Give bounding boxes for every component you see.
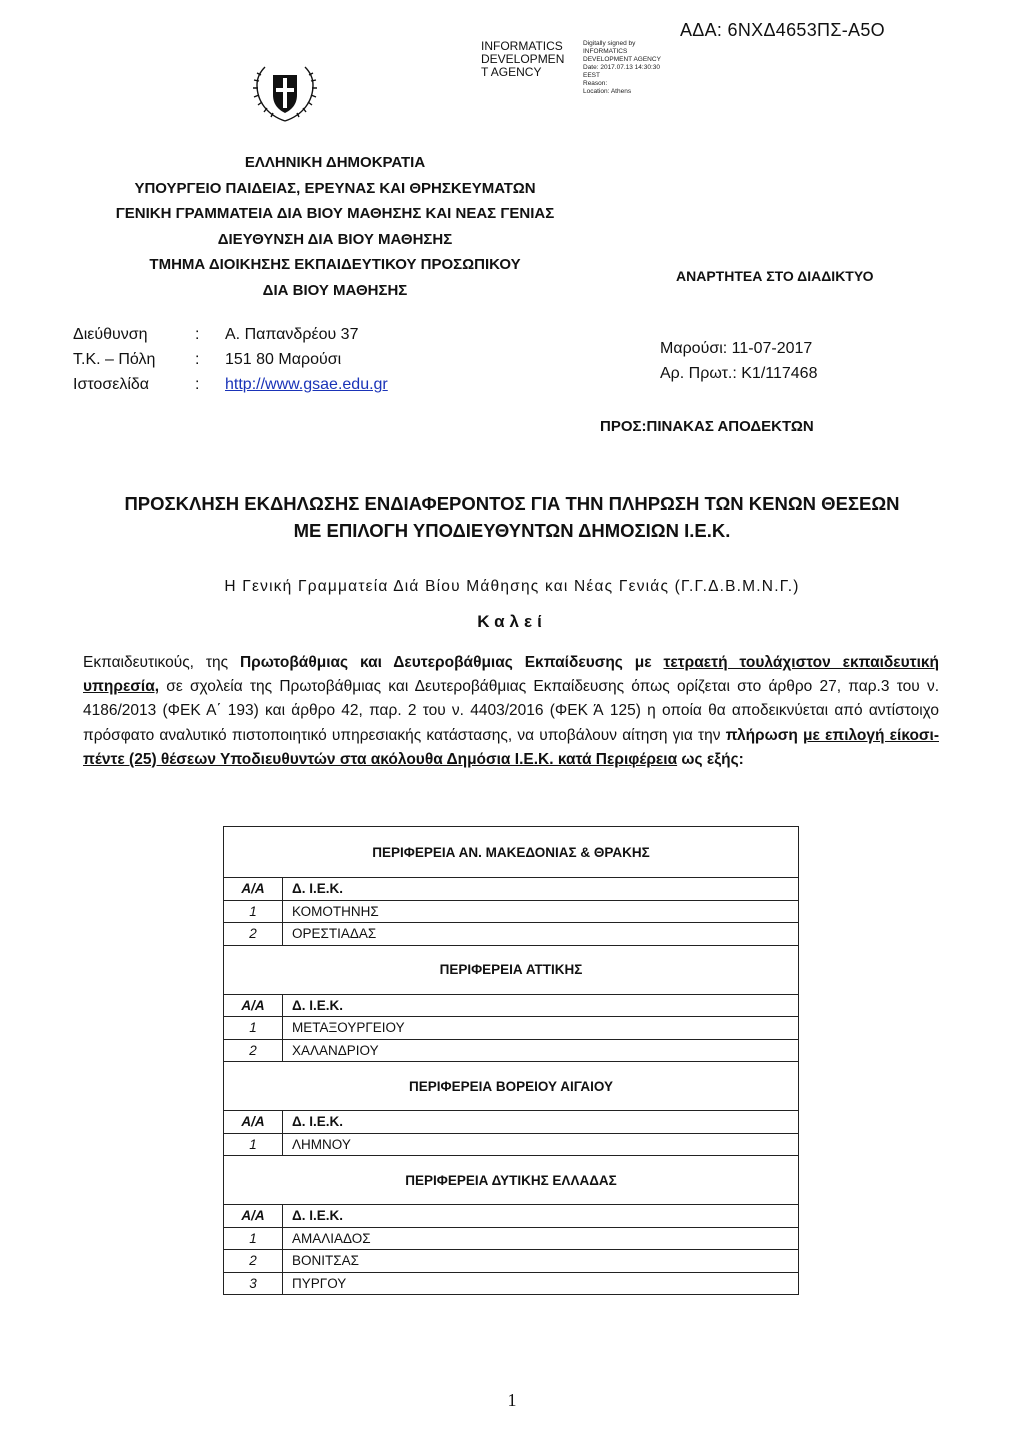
title-line-1: ΠΡΟΣΚΛΗΣΗ ΕΚΔΗΛΩΣΗΣ ΕΝΔΙΑΦΕΡΟΝΤΟΣ ΓΙΑ ΤΗΝ ΠΛΗΡΩΣΗ ΤΩΝ ΚΕΝΩΝ ΘΕΣΕΩΝ (124, 493, 900, 514)
signature-detail-line: DEVELOPMENT AGENCY (583, 56, 661, 63)
page-number: 1 (507, 1390, 517, 1410)
positions-table (223, 826, 799, 1295)
table-header-row (224, 878, 799, 901)
body-bold-underlined-segment: τετραετή τουλάχιστον εκπαιδευτική υπηρεσία, (83, 654, 940, 696)
row-name: ΑΜΑΛΙΑΔΟΣ (283, 1227, 799, 1250)
body-bold-segment: ως εξής: (677, 750, 744, 768)
region-name: ΠΕΡΙΦΕΡΕΙΑ ΑΤΤΙΚΗΣ (224, 945, 799, 994)
issuing-authority (70, 150, 600, 304)
invites-heading: Καλεί (477, 612, 547, 631)
address-block (73, 322, 388, 397)
city-value: 151 80 Μαρούσι (225, 351, 342, 368)
title-line-2: ΜΕ ΕΠΙΛΟΓΗ ΥΠΟΔΙΕΥΘΥΝΤΩΝ ΔΗΜΟΣΙΩΝ Ι.Ε.Κ. (293, 520, 731, 541)
region-name: ΠΕΡΙΦΕΡΕΙΑ ΒΟΡΕΙΟΥ ΑΙΓΑΙΟΥ (224, 1062, 799, 1111)
street-label: Διεύθυνση (73, 326, 148, 343)
colon: : (195, 351, 200, 368)
signature-agency-line: INFORMATICS (481, 39, 563, 53)
city-label: Τ.Κ. – Πόλη (73, 351, 156, 368)
signature-agency-line: T AGENCY (481, 65, 542, 79)
table-row (224, 923, 799, 946)
body-paragraph (83, 651, 939, 772)
body-bold-underlined-segment: με επιλογή είκοσι- πέντε (25) θέσεων Υποδιευθυντών στα ακόλουθα Δημόσια Ι.Ε.Κ. κατά Περιφέρεια (83, 726, 939, 768)
website-label: Ιστοσελίδα (73, 376, 150, 393)
row-name: ΚΟΜΟΤΗΝΗΣ (283, 900, 799, 923)
authority-line: ΕΛΛΗΝΙΚΗ ΔΗΜΟΚΡΑΤΙΑ (244, 154, 426, 171)
greek-coat-of-arms-icon (249, 55, 321, 127)
row-name: ΧΑΛΑΝΔΡΙΟΥ (283, 1039, 799, 1062)
date-protocol-block (660, 336, 817, 386)
table-row (224, 1039, 799, 1062)
body-text-segment: σε σχολεία της Πρωτοβάθμιας και Δευτεροβάθμιας Εκπαίδευσης όπως ορίζεται στο άρθρο 27, παρ.3 του ν. 4186/2013 (ΦΕΚ Α΄ 193) και άρθρο 42, παρ. 2 του ν. 4403/2016 (ΦΕΚ Ά 125) η οποία θα αποδεικνύεται από αντίστοιχο πρόσφατο αναλυτικό πιστοποιητικό υπηρεσιακής κατάστασης, να υποβάλουν αίτηση για την (83, 678, 939, 744)
table-header-row (224, 994, 799, 1017)
website-link[interactable]: http://www.gsae.edu.gr (225, 376, 388, 393)
table-row (224, 1017, 799, 1040)
body-bold-segment: Πρωτοβάθμιας και Δευτεροβάθμιας Εκπαίδευσης με (239, 654, 652, 671)
authority-line: ΔΙΕΥΘΥΝΣΗ ΔΙΑ ΒΙΟΥ ΜΑΘΗΣΗΣ (217, 230, 453, 248)
table-row (224, 1250, 799, 1273)
region-row (224, 827, 799, 878)
signature-agency-line: DEVELOPMEN (481, 52, 565, 66)
row-name: ΜΕΤΑΞΟΥΡΓΕΙΟΥ (283, 1017, 799, 1040)
table-row (224, 1272, 799, 1295)
document-date: Μαρούσι: 11-07-2017 (660, 340, 813, 357)
row-num: 1 (224, 1227, 283, 1250)
table-header-row (224, 1205, 799, 1228)
table-row (224, 1133, 799, 1156)
table-row (224, 900, 799, 923)
row-num: 2 (224, 923, 283, 946)
posting-note: ΑΝΑΡΤΗΤΕΑ ΣΤΟ ΔΙΑΔΙΚΤΥΟ (676, 268, 874, 284)
document-title (60, 490, 964, 544)
row-num: 2 (224, 1039, 283, 1062)
signature-detail-line: Location: Athens (583, 88, 632, 95)
table-row (224, 1227, 799, 1250)
signature-detail-line: Date: 2017.07.13 14:30:30 (583, 64, 660, 71)
region-row (224, 1062, 799, 1111)
authority-line: ΔΙΑ ΒΙΟΥ ΜΑΘΗΣΗΣ (262, 281, 408, 299)
row-name: ΠΥΡΓΟΥ (283, 1272, 799, 1295)
col-num-header: Α/Α (224, 1111, 283, 1134)
street-value: Α. Παπανδρέου 37 (225, 326, 359, 343)
signature-detail-line: EEST (583, 72, 600, 79)
signature-agency (481, 40, 581, 79)
region-row (224, 945, 799, 994)
signature-detail-line: Digitally signed by (583, 40, 636, 47)
row-num: 2 (224, 1250, 283, 1273)
row-num: 1 (224, 1017, 283, 1040)
col-num-header: Α/Α (224, 878, 283, 901)
col-name-header: Δ. Ι.Ε.Κ. (283, 1111, 799, 1134)
authority-line: ΥΠΟΥΡΓΕΙΟ ΠΑΙΔΕΙΑΣ, ΕΡΕΥΝΑΣ ΚΑΙ ΘΡΗΣΚΕΥΜΑΤΩΝ (134, 179, 536, 197)
row-name: ΛΗΜΝΟΥ (283, 1133, 799, 1156)
region-name: ΠΕΡΙΦΕΡΕΙΑ ΔΥΤΙΚΗΣ ΕΛΛΑΔΑΣ (224, 1156, 799, 1205)
region-row (224, 1156, 799, 1205)
row-num: 3 (224, 1272, 283, 1295)
ada-code: ΑΔΑ: 6ΝΧΔ4653ΠΣ-Α5Ο (680, 20, 885, 40)
table-header-row (224, 1111, 799, 1134)
col-name-header: Δ. Ι.Ε.Κ. (283, 1205, 799, 1228)
signature-details (583, 40, 661, 96)
authority-line: ΓΕΝΙΚΗ ΓΡΑΜΜΑΤΕΙΑ ΔΙΑ ΒΙΟΥ ΜΑΘΗΣΗΣ ΚΑΙ ΝΕΑΣ ΓΕΝΙΑΣ (115, 205, 555, 223)
colon: : (195, 326, 200, 343)
row-num: 1 (224, 1133, 283, 1156)
row-name: ΟΡΕΣΤΙΑΔΑΣ (283, 923, 799, 946)
recipients-line: ΠΡΟΣ:ΠΙΝΑΚΑΣ ΑΠΟΔΕΚΤΩΝ (600, 418, 814, 435)
body-text-segment: Εκπαιδευτικούς, της (83, 654, 240, 671)
col-num-header: Α/Α (224, 994, 283, 1017)
col-name-header: Δ. Ι.Ε.Κ. (283, 994, 799, 1017)
colon: : (195, 376, 200, 393)
authority-line: ΤΜΗΜΑ ΔΙΟΙΚΗΣΗΣ ΕΚΠΑΙΔΕΥΤΙΚΟΥ ΠΡΟΣΩΠΙΚΟΥ (149, 256, 521, 274)
col-num-header: Α/Α (224, 1205, 283, 1228)
body-bold-segment: πλήρωση (725, 726, 803, 744)
col-name-header: Δ. Ι.Ε.Κ. (283, 878, 799, 901)
row-num: 1 (224, 900, 283, 923)
region-name: ΠΕΡΙΦΕΡΕΙΑ ΑΝ. ΜΑΚΕΔΟΝΙΑΣ & ΘΡΑΚΗΣ (224, 827, 799, 878)
secretariat-line: Η Γενική Γραμματεία Διά Βίου Μάθησης και Νέας Γενιάς (Γ.Γ.Δ.Β.Μ.Ν.Γ.) (224, 578, 800, 595)
signature-detail-line: INFORMATICS (583, 48, 628, 55)
protocol-number: Αρ. Πρωτ.: Κ1/117468 (660, 365, 818, 382)
signature-detail-line: Reason: (583, 80, 608, 87)
row-name: ΒΟΝΙΤΣΑΣ (283, 1250, 799, 1273)
